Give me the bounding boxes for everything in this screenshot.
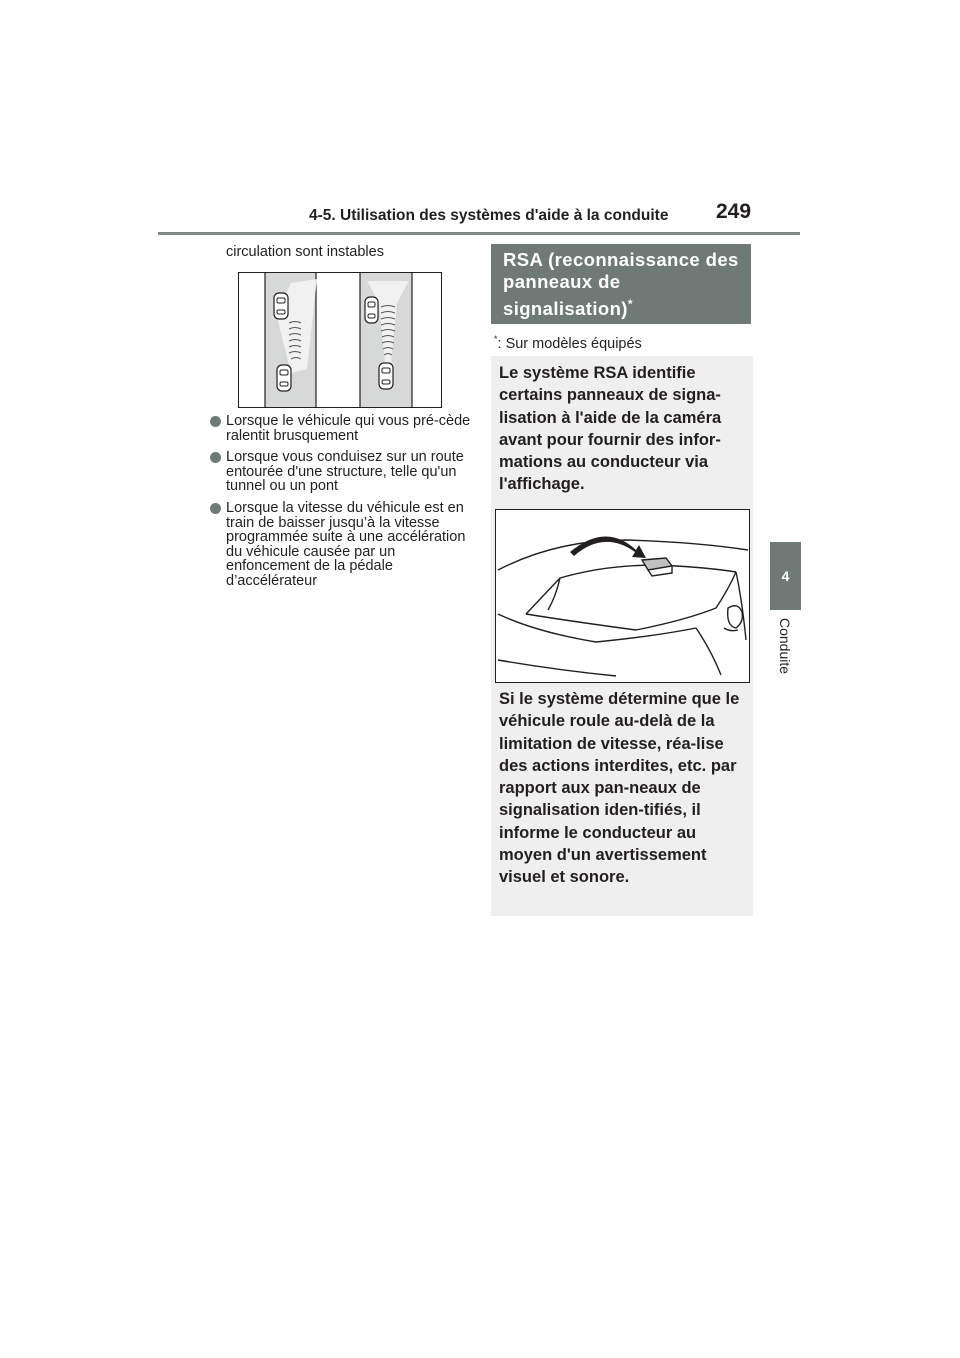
footnote <box>494 334 642 352</box>
section-title: 4-5. Utilisation des systèmes d'aide à la conduite <box>309 207 669 224</box>
page-number: 249 <box>716 200 752 223</box>
left-lead-car <box>274 293 288 319</box>
list-item-text: Lorsque le véhicule qui vous pré-cède ralentit brusquement <box>226 413 471 444</box>
chapter-number: 4 <box>781 568 790 584</box>
lane-illustration-drawing <box>239 273 441 407</box>
right-adjacent-car <box>365 297 378 323</box>
list-item-text: Lorsque la vitesse du véhicule est en train de baisser jusqu’à la vitesse programmée suite à une accélération du véhicule causée par un enfoncement de la pédale d’accélérateur <box>226 499 466 589</box>
left-own-car <box>277 365 291 391</box>
list-item <box>210 414 472 443</box>
condition-list <box>210 414 472 596</box>
intro-text: circulation sont instables <box>226 244 384 260</box>
footnote-text: : Sur modèles équipés <box>497 335 642 352</box>
bullet-icon <box>210 503 221 514</box>
bullet-icon <box>210 452 221 463</box>
lane-illustration <box>238 272 442 408</box>
right-own-car <box>379 363 393 389</box>
camera-illustration-drawing <box>496 510 749 682</box>
info-paragraph-2: Si le système détermine que le véhicule roule au-delà de la limitation de vitesse, réa-lise des actions interdites, etc. par rapport aux pan-neaux de signalisation iden-tifiés, il informe le conducteur au moyen d'un avertissement visuel et sonore. <box>499 690 740 887</box>
header-divider <box>158 232 800 235</box>
list-item <box>210 450 472 494</box>
heading-footnote-marker: * <box>627 297 633 311</box>
camera-illustration <box>495 509 750 683</box>
footnote-marker: * <box>494 334 498 344</box>
list-item <box>210 501 472 589</box>
bullet-icon <box>210 416 221 427</box>
section-heading-text: RSA (reconnaissance des panneaux de signalisation) <box>503 249 739 320</box>
list-item-text: Lorsque vous conduisez sur un route entourée d'une structure, telle qu'un tunnel ou un pont <box>226 449 464 495</box>
chapter-tab[interactable] <box>770 542 801 610</box>
chapter-label: Conduite <box>777 618 793 675</box>
info-paragraph-1: Le système RSA identifie certains panneaux de signa-lisation à l'aide de la caméra avant pour fournir des infor-mations au conducteur via l'affichage. <box>499 364 722 494</box>
section-heading <box>491 244 751 324</box>
